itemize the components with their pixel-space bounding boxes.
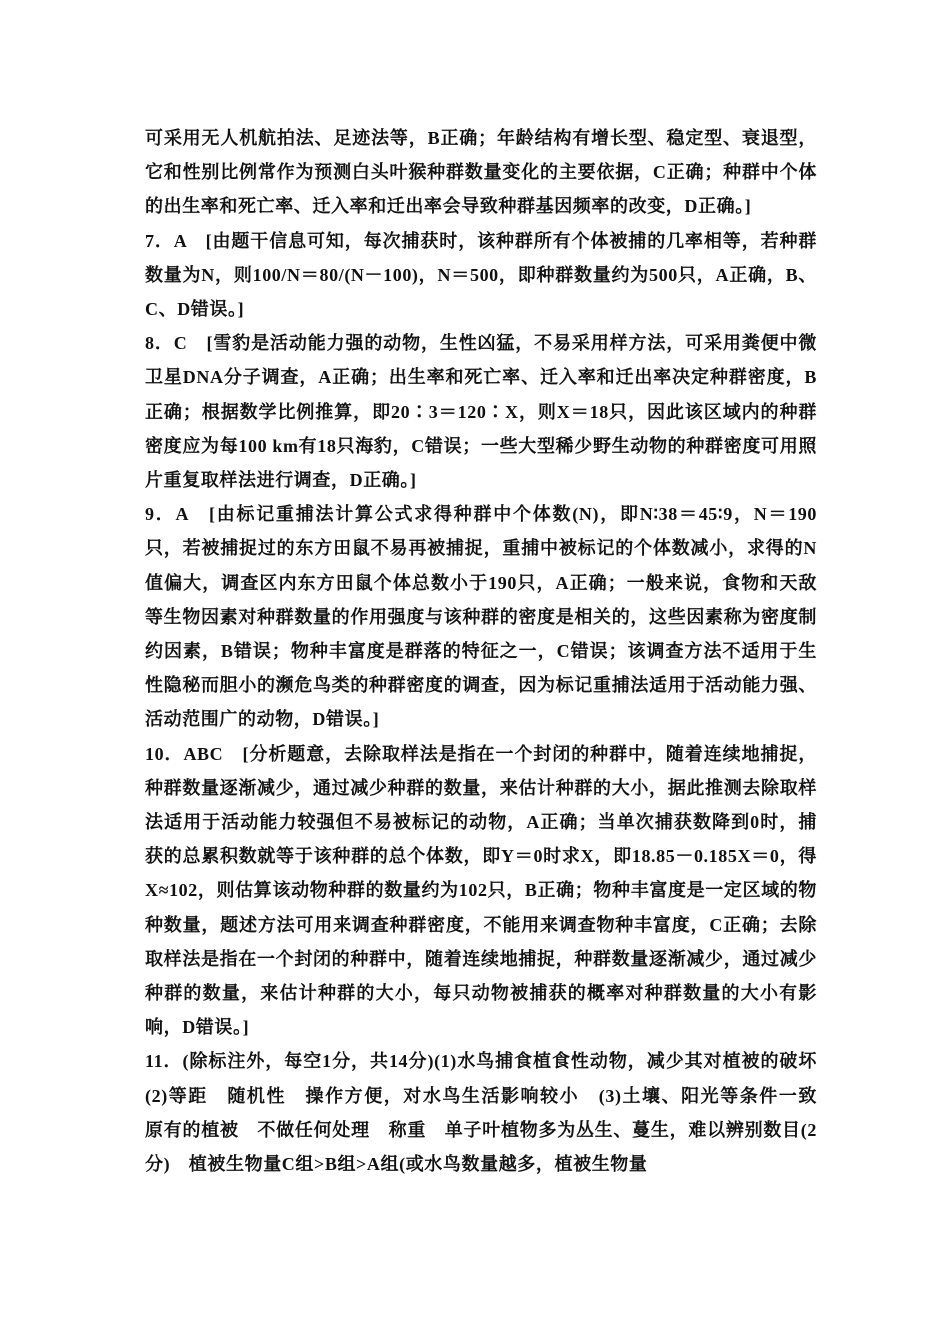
answer-10-paragraph: 10．ABC [分析题意，去除取样法是指在一个封闭的种群中，随着连续地捕捉，种群数量逐渐减少，通过减少种群的数量，来估计种群的大小，据此推测去除取样法适用于活动能力较强但不易被标记的动物，A正确；当单次捕获数降到0时，捕获的总累积数就等于该种群的总个体数，即Y＝0时求X，即18.85－0.185X＝0，得X≈102，则估算该动物种群的数量约为102只，B正确；物种丰富度是一定区域的物种数量，题述方法可用来调查种群密度，不能用来调查物种丰富度，C正确；去除取样法是指在一个封闭的种群中，随着连续地捕捉，种群数量逐渐减少，通过减少种群的数量，来估计种群的大小，每只动物被捕获的概率对种群数量的大小有影响，D错误。] — [145, 743, 817, 1038]
answer-7-paragraph: 7．A [由题干信息可知，每次捕获时，该种群所有个体被捕的几率相等，若种群数量为N，则100/N＝80/(N－100)，N＝500，即种群数量约为500只，A正确，B、C、D错误。] — [145, 230, 817, 320]
answer-continuation-paragraph: 可采用无人机航拍法、足迹法等，B正确；年龄结构有增长型、稳定型、衰退型，它和性别比例常作为预测白头叶猴种群数量变化的主要依据，C正确；种群中个体的出生率和死亡率、迁入率和迁出率会导致种群基因频率的改变，D正确。] — [145, 128, 817, 217]
answer-11-paragraph: 11．(除标注外，每空1分，共14分)(1)水鸟捕食植食性动物，减少其对植被的破坏 (2)等距 随机性 操作方便，对水鸟生活影响较小 (3)土壤、阳光等条件一致 原有的植被 不做任何处理 称重 单子叶植物多为丛生、蔓生，难以辨别数目(2分) 植被生物量C组>B组>A组(或水鸟数量越多，植被生物量 — [145, 1051, 836, 1175]
answer-8-paragraph: 8．C [雪豹是活动能力强的动物，生性凶猛，不易采用样方法，可采用粪便中微卫星DNA分子调查，A正确；出生率和死亡率、迁入率和迁出率决定种群密度，B正确；根据数学比例推算，即20∶3＝120∶X，则X＝18只，因此该区域内的种群密度应为每100 km有18只海豹，C错误；一些大型稀少野生动物的种群密度可用照片重复取样法进行调查，D正确。] — [145, 333, 817, 491]
answer-text-body — [145, 121, 836, 1181]
answer-9-paragraph: 9．A [由标记重捕法计算公式求得种群中个体数(N)，即N∶38＝45∶9，N＝190只，若被捕捉过的东方田鼠不易再被捕捉，重捕中被标记的个体数减小，求得的N值偏大，调查区内东方田鼠个体总数小于190只，A正确；一般来说，食物和天敌等生物因素对种群数量的作用强度与该种群的密度是相关的，这些因素称为密度制约因素，B错误；物种丰富度是群落的特征之一，C错误；该调查方法不适用于生性隐秘而胆小的濒危鸟类的种群密度的调查，因为标记重捕法适用于活动能力强、活动范围广的动物，D错误。] — [145, 504, 817, 730]
